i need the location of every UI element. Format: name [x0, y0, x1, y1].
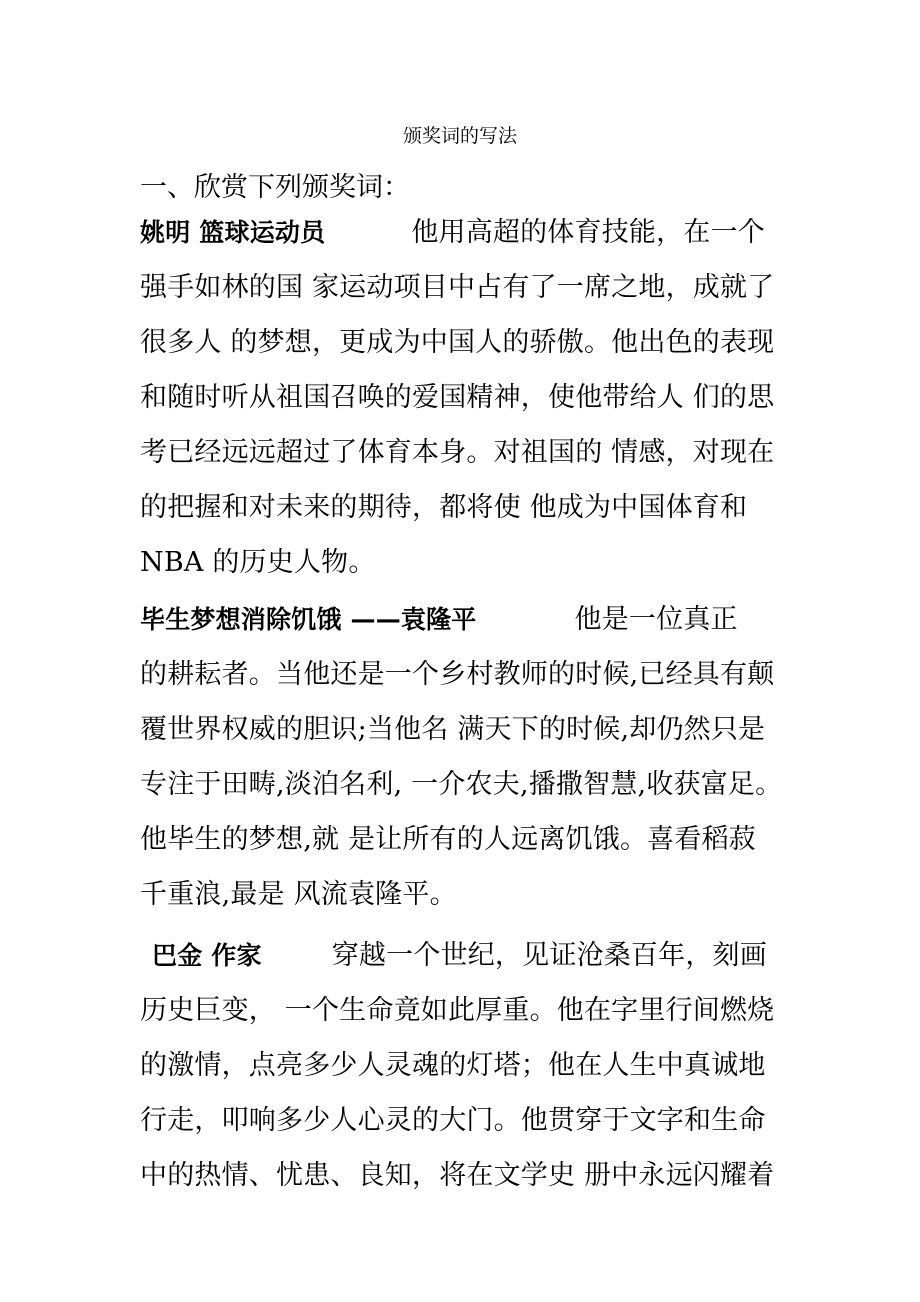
- section-heading: 一、欣赏下列颁奖词：: [140, 172, 410, 203]
- document-title: 颁奖词的写法: [402, 125, 517, 147]
- entry-line: 的激情，点亮多少人灵魂的灯塔；他在人生中真诚地: [140, 1050, 766, 1081]
- entry-line: [140, 592, 805, 647]
- entry-name: 巴金 作家: [152, 941, 262, 970]
- entry-line: 专注于田畴,淡泊名利, 一介农夫,播撒智慧,收获富足。: [140, 769, 783, 800]
- entry-line: 历史巨变， 一个生命竟如此厚重。他在字里行间燃烧: [140, 995, 775, 1026]
- entry-line: 考已经远远超过了体育本身。对祖国的 情感，对现在: [140, 437, 775, 468]
- entry-line: 中的热情、忧患、良知，将在文学史 册中永远闪耀着: [140, 1160, 775, 1191]
- entry-line: 他毕生的梦想,就 是让所有的人远离饥饿。喜看稻菽: [140, 824, 756, 855]
- entry-line: 覆世界权威的胆识;当他名 满天下的时候,却仍然只是: [140, 714, 766, 745]
- entry-name: 姚明 篮球运动员: [140, 218, 326, 247]
- entry-line: NBA 的历史人物。: [140, 547, 376, 578]
- entry-line: 的耕耘者。当他还是一个乡村教师的时候,已经具有颠: [140, 659, 775, 690]
- award-entry-ba-jin: [140, 928, 805, 1203]
- award-entry-yuan-longping: [140, 592, 805, 922]
- entry-name: 毕生梦想消除饥饿 ——袁隆平: [140, 605, 477, 634]
- entry-line: 很多人 的梦想，更成为中国人的骄傲。他出色的表现: [140, 327, 775, 358]
- entry-line: 千重浪,最是 风流袁隆平。: [140, 879, 457, 910]
- entry-line: 的把握和对未来的期待，都将使 他成为中国体育和: [140, 492, 748, 523]
- entry-text: 他是一位真正: [574, 604, 738, 635]
- award-entry-yao-ming: [140, 205, 805, 590]
- entry-line: 行走，叩响多少人心灵的大门。他贯穿于文字和生命: [140, 1105, 766, 1136]
- entry-text: 穿越一个世纪，见证沧桑百年，刻画: [331, 940, 767, 971]
- entry-line: [140, 205, 805, 260]
- entry-line: 强手如林的国 家运动项目中占有了一席之地，成就了: [140, 272, 775, 303]
- entry-line: 和随时听从祖国召唤的爱国精神，使他带给人 们的思: [140, 382, 775, 413]
- entry-line: [140, 928, 805, 983]
- entry-text: 他用高超的体育技能，在一个: [411, 217, 765, 248]
